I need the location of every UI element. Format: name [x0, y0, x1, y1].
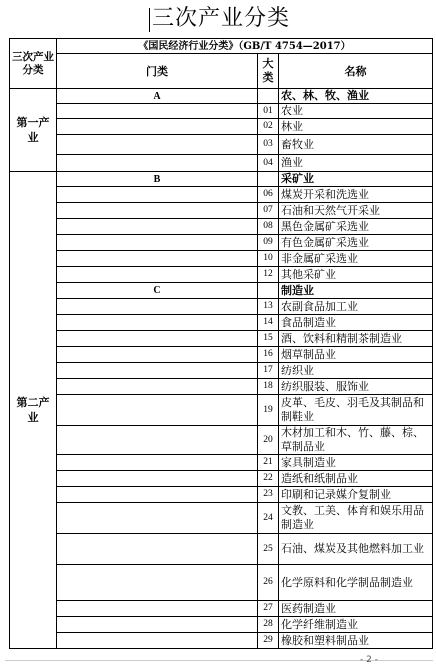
- table-row: [10, 187, 433, 203]
- division-code: 25: [258, 534, 279, 565]
- table-row: [10, 155, 433, 172]
- section-blank: [57, 299, 258, 315]
- division-code: 24: [258, 503, 279, 534]
- division-name: 农副食品加工业: [279, 299, 433, 315]
- section-name: 制造业: [279, 283, 433, 299]
- table-row: [10, 395, 433, 426]
- section-letter: A: [57, 89, 258, 104]
- section-blank: [57, 267, 258, 283]
- division-name: 有色金属矿采选业: [279, 235, 433, 251]
- division-name: 纺织业: [279, 363, 433, 379]
- section-blank: [57, 503, 258, 534]
- division-name: 文教、工美、体育和娱乐用品制造业: [279, 503, 433, 534]
- page-title[interactable]: 三次产业分类: [152, 6, 291, 31]
- section-blank: [57, 155, 258, 172]
- section-name: 采矿业: [279, 172, 433, 187]
- table-row: [10, 565, 433, 601]
- section-row: [10, 172, 433, 187]
- division-name: 农业: [279, 104, 433, 119]
- division-name: 印刷和记录媒介复制业: [279, 487, 433, 503]
- table-row: [10, 135, 433, 155]
- primary-industry-label: 第一产业: [10, 89, 57, 172]
- section-blank: [57, 119, 258, 135]
- division-name: 渔业: [279, 155, 433, 172]
- division-code: 16: [258, 347, 279, 363]
- section-blank: [57, 471, 258, 487]
- division-name: 化学纤维制造业: [279, 617, 433, 633]
- division-code: 27: [258, 601, 279, 617]
- division-name: 黑色金属矿采选业: [279, 219, 433, 235]
- division-code: 21: [258, 455, 279, 471]
- industry-classification-table: [9, 38, 433, 649]
- section-blank: [57, 203, 258, 219]
- table-row: [10, 235, 433, 251]
- division-name: 化学原料和化学制品制造业: [279, 565, 433, 601]
- section-blank: [57, 455, 258, 471]
- table-row: [10, 471, 433, 487]
- section-division-blank: [258, 89, 279, 104]
- division-name: 畜牧业: [279, 135, 433, 155]
- section-blank: [57, 219, 258, 235]
- division-code: 09: [258, 235, 279, 251]
- header-name: 名称: [279, 54, 433, 89]
- table-row: [10, 299, 433, 315]
- division-name: 非金属矿采选业: [279, 251, 433, 267]
- section-name: 农、林、牧、渔业: [279, 89, 433, 104]
- table-row: [10, 503, 433, 534]
- division-code: 23: [258, 487, 279, 503]
- table-row: [10, 617, 433, 633]
- section-blank: [57, 363, 258, 379]
- division-name: 石油、煤炭及其他燃料加工业: [279, 534, 433, 565]
- table-row: [10, 267, 433, 283]
- table-row: [10, 104, 433, 119]
- division-code: 28: [258, 617, 279, 633]
- division-code: 17: [258, 363, 279, 379]
- division-name: 石油和天然气开采业: [279, 203, 433, 219]
- division-name: 皮革、毛皮、羽毛及其制品和制鞋业: [279, 395, 433, 426]
- division-code: 20: [258, 426, 279, 455]
- section-blank: [57, 426, 258, 455]
- section-blank: [57, 487, 258, 503]
- division-code: 01: [258, 104, 279, 119]
- table-row: [10, 601, 433, 617]
- table-row: [10, 203, 433, 219]
- text-cursor: [149, 8, 150, 32]
- table-row: [10, 487, 433, 503]
- division-code: 12: [258, 267, 279, 283]
- section-blank: [57, 187, 258, 203]
- division-code: 02: [258, 119, 279, 135]
- division-code: 08: [258, 219, 279, 235]
- division-code: 06: [258, 187, 279, 203]
- section-blank: [57, 347, 258, 363]
- section-blank: [57, 601, 258, 617]
- division-name: 橡胶和塑料制品业: [279, 633, 433, 649]
- table-row: [10, 119, 433, 135]
- header-section: 门类: [57, 54, 258, 89]
- section-row: [10, 283, 433, 299]
- division-code: 19: [258, 395, 279, 426]
- section-blank: [57, 135, 258, 155]
- section-blank: [57, 395, 258, 426]
- section-row: [10, 89, 433, 104]
- table-row: [10, 633, 433, 649]
- division-name: 林业: [279, 119, 433, 135]
- table-row: [10, 534, 433, 565]
- table-row: [10, 379, 433, 395]
- section-blank: [57, 315, 258, 331]
- header-standard: 《国民经济行业分类》（GB/T 4754—2017）: [57, 39, 433, 54]
- division-code: 10: [258, 251, 279, 267]
- division-code: 18: [258, 379, 279, 395]
- table-row: [10, 363, 433, 379]
- table-row: [10, 347, 433, 363]
- division-name: 木材加工和木、竹、藤、棕、草制品业: [279, 426, 433, 455]
- page-number: - 2 -: [360, 655, 378, 665]
- section-division-blank: [258, 283, 279, 299]
- section-blank: [57, 617, 258, 633]
- division-name: 酒、饮料和精制茶制造业: [279, 331, 433, 347]
- table-row: [10, 331, 433, 347]
- division-code: 26: [258, 565, 279, 601]
- division-name: 其他采矿业: [279, 267, 433, 283]
- section-blank: [57, 104, 258, 119]
- division-code: 13: [258, 299, 279, 315]
- section-blank: [57, 379, 258, 395]
- section-division-blank: [258, 172, 279, 187]
- division-name: 医药制造业: [279, 601, 433, 617]
- table-row: [10, 426, 433, 455]
- division-code: 29: [258, 633, 279, 649]
- division-code: 14: [258, 315, 279, 331]
- division-name: 食品制造业: [279, 315, 433, 331]
- section-blank: [57, 565, 258, 601]
- division-code: 07: [258, 203, 279, 219]
- section-blank: [57, 331, 258, 347]
- division-code: 04: [258, 155, 279, 172]
- division-code: 03: [258, 135, 279, 155]
- section-blank: [57, 235, 258, 251]
- table-row: [10, 315, 433, 331]
- division-name: 家具制造业: [279, 455, 433, 471]
- table-row: [10, 455, 433, 471]
- section-blank: [57, 534, 258, 565]
- section-letter: C: [57, 283, 258, 299]
- secondary-industry-label: 第二产业: [10, 172, 57, 649]
- header-industry: 三次产业分类: [10, 39, 57, 89]
- section-letter: B: [57, 172, 258, 187]
- title-area: [0, 0, 436, 38]
- section-blank: [57, 251, 258, 267]
- division-name: 煤炭开采和洗选业: [279, 187, 433, 203]
- division-name: 造纸和纸制品业: [279, 471, 433, 487]
- section-blank: [57, 633, 258, 649]
- table-row: [10, 251, 433, 267]
- division-code: 15: [258, 331, 279, 347]
- header-division: 大类: [258, 54, 279, 89]
- division-code: 22: [258, 471, 279, 487]
- division-name: 烟草制品业: [279, 347, 433, 363]
- table-row: [10, 219, 433, 235]
- division-name: 纺织服装、服饰业: [279, 379, 433, 395]
